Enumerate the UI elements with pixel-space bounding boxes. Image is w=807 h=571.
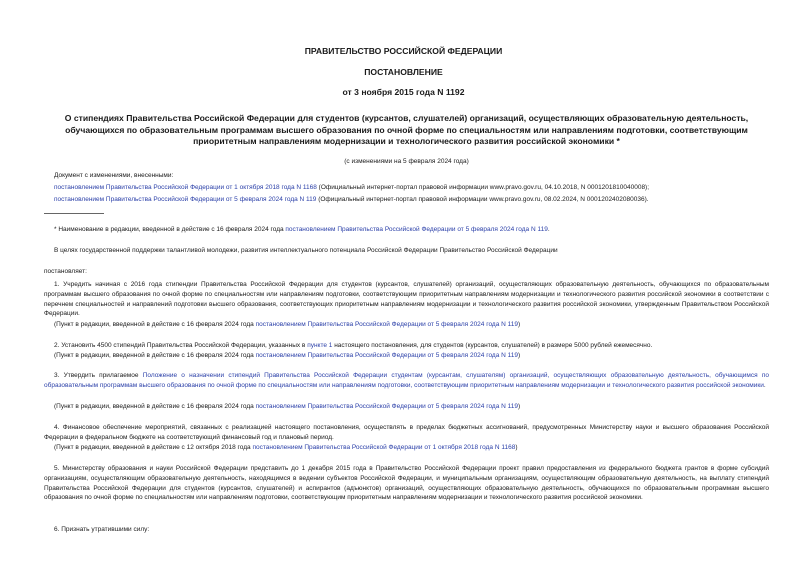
paragraph-4: 4. Финансовое обеспечение мероприятий, связанных с реализацией настоящего постановления, осуществлять в пределах бюджетных ассигнований, предусмотренных Министерству науки и высшего образования Российской Федерации в федеральном бюджете на соответствующий финансовый год и плановый период. [44, 424, 769, 441]
paragraph-4-note: (Пункт в редакции, введенной в действие с 12 октября 2018 года постановлением Правительства Российской Федерации от 1 октября 2018 года N 1168) [54, 444, 518, 451]
paragraph-1: 1. Учредить начиная с 2016 года стипендии Правительства Российской Федерации для студентов (курсантов, слушателей) организаций, осуществляющих образовательную деятельность, обучающихся по образовательным программам высшего образования по очной форме по специальностям или направлениям подготовки, соответствующим приоритетным направлениям модернизации и технологического развития российской экономики в соответствии с перечнем специальностей и направлений подготовки высшего образования, соответствующих приоритетным направлениям модернизации и технологического развития российской экономики, утвержденным Правительством Российской Федерации. [44, 281, 769, 318]
paragraph-2-note: (Пункт в редакции, введенной в действие с 16 февраля 2024 года постановлением Правительства Российской Федерации от 5 февраля 2024 года N 119) [54, 352, 521, 359]
doc-type-heading: ПОСТАНОВЛЕНИЕ [364, 67, 443, 77]
amendment-item: постановлением Правительства Российской Федерации от 5 февраля 2024 года N 119 (Официальный интернет-портал правовой информации www.pravo.gov.ru, 08.02.2024, N 0001202402080036). [54, 196, 649, 203]
amendments-intro: Документ с изменениями, внесенными: [54, 172, 174, 179]
government-heading: ПРАВИТЕЛЬСТВО РОССИЙСКОЙ ФЕДЕРАЦИИ [304, 46, 503, 56]
separator-rule [44, 213, 104, 214]
paragraph-2: 2. Установить 4500 стипендий Правительства Российской Федерации, указанных в пункте 1 настоящего постановления, для студентов (курсантов, слушателей) в размере 5000 рублей ежемесячно. [54, 342, 653, 349]
paragraph-3-note-link[interactable]: постановлением Правительства Российской Федерации от 5 февраля 2024 года N 119 [255, 403, 518, 410]
clause-1-link[interactable]: пункте 1 [307, 342, 333, 349]
paragraph-1-note: (Пункт в редакции, введенной в действие с 16 февраля 2024 года постановлением Правительства Российской Федерации от 5 февраля 2024 года N 119) [54, 321, 521, 328]
revision-note: (с изменениями на 5 февраля 2024 года) [344, 158, 469, 165]
paragraph-3: 3. Утвердить прилагаемое Положение о назначении стипендий Правительства Российской Федерации студентам (курсантам, слушателям) организаций, осуществляющих образовательную деятельность, обучающимся по образовательным программам высшего образования по очной форме по специальностям или направлениям подготовки, соответствующим приоритетным направлениям модернизации и технологического развития российской экономики. [44, 372, 770, 389]
footnote: * Наименование в редакции, введенной в действие с 16 февраля 2024 года постановлением Правительства Российской Федерации от 5 февраля 2024 года N 119. [54, 226, 550, 233]
footnote-link[interactable]: постановлением Правительства Российской Федерации от 5 февраля 2024 года N 119 [285, 226, 548, 233]
paragraph-4-note-link[interactable]: постановлением Правительства Российской Федерации от 1 октября 2018 года N 1168 [252, 444, 516, 451]
amendment-link-2018[interactable]: постановлением Правительства Российской Федерации от 1 октября 2018 года N 1168 [54, 184, 317, 191]
paragraph-2-note-link[interactable]: постановлением Правительства Российской Федерации от 5 февраля 2024 года N 119 [255, 352, 518, 359]
decides-text: постановляет: [44, 268, 87, 275]
paragraph-5: 5. Министерству образования и науки Российской Федерации представить до 1 декабря 2015 года в Правительство Российской Федерации проект правил предоставления из федерального бюджета грантов в форме субсидий организациям, осуществляющим образовательную деятельность, находящимся в ведении субъектов Российской Федерации, и муниципальным организациям, осуществляющим образовательную деятельность, на выплату стипендий Правительства Российской Федерации для студентов (курсантов, слушателей) и аспирантов (адъюнктов) организаций, осуществляющих образовательную деятельность, обучающихся по образовательным программам высшего образования по очной форме по специальностям или направлениям подготовки, соответствующим приоритетным направлениям модернизации и технологического развития российской экономики. [44, 465, 769, 502]
paragraph-1-note-link[interactable]: постановлением Правительства Российской Федерации от 5 февраля 2024 года N 119 [255, 321, 518, 328]
amendment-link-2024[interactable]: постановлением Правительства Российской Федерации от 5 февраля 2024 года N 119 [54, 196, 317, 203]
amendment-item: постановлением Правительства Российской Федерации от 1 октября 2018 года N 1168 (Официальный интернет-портал правовой информации www.pravo.gov.ru, 04.10.2018, N 0001201810040008); [54, 184, 650, 191]
paragraph-6: 6. Признать утратившими силу: [54, 526, 150, 533]
document-title: О стипендиях Правительства Российской Федерации для студентов (курсантов, слушателей) организаций, осуществляющих образовательную деятельность, обучающихся по образовательным программам высшего образования по очной форме по специальностям или направлениям подготовки, соответствующим приоритетным направлениям модернизации и технологического развития российской экономики * [64, 113, 749, 147]
date-number: от 3 ноября 2015 года N 1192 [342, 87, 465, 97]
preamble: В целях государственной поддержки талантливой молодежи, развития интеллектуального потенциала Российской Федерации Правительство Российской Федерации [54, 247, 558, 254]
paragraph-3-note: (Пункт в редакции, введенной в действие с 16 февраля 2024 года постановлением Правительства Российской Федерации от 5 февраля 2024 года N 119) [54, 403, 521, 410]
regulation-link[interactable]: Положение о назначении стипендий Правительства Российской Федерации студентам (курсантам, слушателям) организаций, осуществляющих образовательную деятельность, обучающимся по образовательным программам высшего образования по очной форме по специальностям или направлениям подготовки, соответствующим приоритетным направлениям модернизации и технологического развития российской экономики [44, 372, 770, 389]
